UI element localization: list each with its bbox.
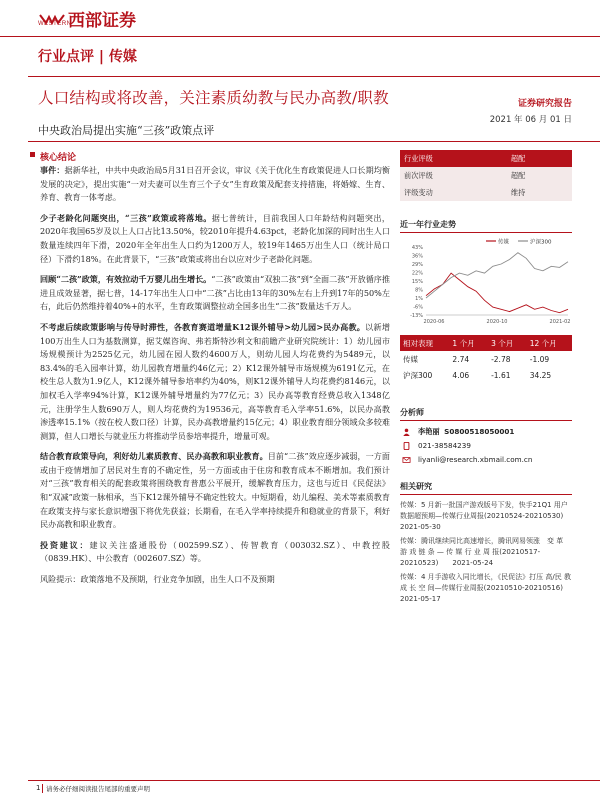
paragraph-investment: [40, 539, 390, 566]
sidebar: [400, 150, 578, 608]
related-list: [400, 500, 578, 605]
performance-row: [400, 367, 572, 383]
rating-value: 超配: [507, 167, 572, 184]
performance-cell: -2.78: [491, 354, 511, 364]
performance-cell: -1.09: [529, 354, 550, 364]
performance-table: [400, 335, 572, 383]
performance-cell: 34.25: [529, 370, 552, 380]
paragraph-event: [40, 164, 390, 205]
analyst-name-row: [400, 425, 572, 439]
legend-csi300: 沪深300: [530, 239, 552, 246]
performance-cell: 4.06: [452, 370, 470, 380]
related-item[interactable]: 传媒：腾讯继续同比高速增长，腾讯网易领涨 变 革 游 戏 链 条 — 传 媒 行 业 周 报(20210517-20210523) 2021-05-24: [400, 537, 564, 567]
paragraph-aging: [40, 212, 390, 266]
y-tick-label: 43%: [411, 245, 423, 251]
page-number: 1: [36, 784, 41, 792]
phone-icon: [402, 442, 411, 450]
trend-chart: [400, 235, 572, 325]
header-divider: [0, 36, 600, 37]
paragraph-text: 据七普统计，目前我国人口年龄结构问题突出，2020年我国65岁及以上人口占比13.50%，较2010年提升4.63pct，老龄化加深的同时出生人口数量连续四年下滑，2020年全年出生人口约为1200万人，较19年1465万出生人口（统计局口径）下滑约18%。在此背景下，“三孩”政策或将出台以应对少子老龄化问题。: [40, 212, 390, 264]
y-tick-label: 1%: [415, 296, 423, 302]
analyst-id: S0800518050001: [444, 427, 515, 436]
paragraph-lead: 回顾“二孩”政策，有效拉动千万婴儿出生增长。: [40, 274, 212, 285]
rating-row: [400, 150, 572, 167]
y-tick-label: 36%: [411, 253, 423, 260]
rating-row: [400, 167, 572, 184]
analyst-email-row: [400, 453, 572, 467]
series-line-media: [426, 273, 568, 313]
series-group: [426, 253, 568, 313]
analyst-name: 李艳丽: [418, 427, 440, 436]
paragraph-text: 据新华社，中共中央政治局5月31日召开会议，审议《关于优化生育政策促进人口长期均衡发展的决定》，提出实施“一对夫妻可以生育三个子女”生育政策及配套支持措施，将婚嫁、生育、养育、教育一体考虑。: [40, 165, 390, 203]
footer-separator: [42, 784, 43, 793]
report-subtitle: 中央政治局提出实施“三孩”政策点评: [38, 124, 215, 137]
rating-label: 行业评级: [400, 150, 507, 167]
logo-chinese: 西部证券: [68, 11, 136, 31]
paragraph-estimate: [40, 321, 390, 443]
analyst-phone: 021-38584239: [418, 441, 471, 450]
trend-heading: 近一年行业走势: [400, 220, 456, 229]
key-conclusion-heading: 核心结论: [40, 153, 77, 163]
performance-cell: 2.74: [452, 354, 470, 364]
paragraph-lead: 少子老龄化问题突出，“三孩”政策或将落地。: [40, 212, 212, 223]
paragraph-two-child: [40, 273, 390, 314]
series-line-csi300: [426, 253, 568, 298]
rating-label: 前次评级: [400, 167, 507, 184]
performance-header-cell: 1 个月: [449, 335, 488, 351]
performance-header-cell: 3 个月: [488, 335, 527, 351]
footer-disclaimer: 请务必仔细阅读报告尾部的重要声明: [46, 785, 150, 793]
footer-divider: [28, 780, 600, 781]
report-type: 证券研究报告: [517, 99, 572, 109]
logo-english: WESTERN: [38, 21, 72, 27]
rating-value: 超配: [507, 150, 572, 167]
y-tick-label: -6%: [413, 304, 423, 311]
person-icon: [402, 428, 411, 436]
performance-header-cell: 12 个月: [527, 335, 572, 351]
performance-row: [400, 351, 572, 367]
performance-header: [400, 335, 572, 351]
report-title: 人口结构或将改善，关注素质幼教与民办高教/职教: [38, 89, 389, 107]
performance-cell: 沪深300: [403, 370, 433, 380]
related-divider: [400, 494, 572, 495]
x-axis: [424, 319, 571, 325]
title-divider: [28, 76, 600, 77]
analyst-divider: [400, 420, 572, 421]
x-tick-label: 2020-10: [486, 319, 508, 325]
related-item[interactable]: 传媒：5 月新一批国产游戏版号下发，快手21Q1 用户数据超预期—传媒行业周报(20210524-20210530) 2021-05-30: [400, 501, 578, 531]
legend-media: 传媒: [498, 239, 510, 246]
x-tick-label: 2021-02: [549, 319, 571, 325]
performance-cell: -1.61: [491, 370, 511, 380]
paragraph-text: 以新增100万出生人口为基数测算，据艾媒咨询、弗若斯特沙利文和前瞻产业研究院统计：1）幼儿园市场规模预计为2525亿元，幼儿园在园人数约4600万人，则幼儿园人均花费约为5489元，以83.4%的毛入园率计算，幼儿园教育增量约46亿元；2）K12课外辅导市场规模为6191亿元，在校生总人数为1.9亿人，K12课外辅导参培率约为40%，则K12课外辅导人均花费约8146元，以加权毛入学率94%计算，K12课外辅导增量约为77亿元；3）民办高等教育经费总收入1348亿元，注册学生人数690万人，则人均花费约为19536元，高等教育毛入学率51.6%，以民办高教渗透率15.1%（按在校人数口径）计算，民办高教增量约15亿元；4）职业教育细分领域众多较难测算，但人口增长与就业压力将推动学员参培率提升，增量可观。: [40, 321, 390, 441]
performance-cell: 传媒: [403, 354, 418, 364]
rating-row: [400, 184, 572, 201]
mail-icon: [402, 456, 411, 464]
trend-divider: [400, 232, 572, 233]
y-tick-label: -13%: [410, 313, 423, 319]
paragraph-text: 风险提示：政策落地不及预期，行业竞争加剧，出生人口不及预期: [40, 574, 275, 585]
analyst-heading: 分析师: [400, 408, 424, 417]
paragraph-policy: [40, 450, 390, 532]
subtitle-divider: [28, 141, 600, 142]
paragraph-text: 目前“二孩”效应逐步减弱，一方面或由于疫情增加了居民对生育的不确定性，另一方面或由于住房和教育成本不断增加。我们预计对“三孩”教育相关的配套政策将围绕教育普惠公平展开，缓解教育压力，这也与近日《民促法》和“双减”政策一脉相承，当下K12课外辅导不确定性较大。中短期看，幼儿编程、美术等素质教育在政策支持与家长意识增强下将优先获益；长期看，在毛入学率持续提升和稳就业的背景下，利好民办高教和职业教育。: [40, 451, 390, 530]
paragraph-lead: 事件：: [40, 165, 65, 175]
paragraph-text: “二孩”政策由“双独二孩”到“全面二孩”开放循序推进且成效显著，据七普，14-17年出生人口中“二孩”占比由13年的30%左右上升到17年的50%左右，此后仍然维持着40%+的水平，生育政策调整拉动全国多出生“二孩”数量达千万人。: [40, 274, 390, 312]
rating-value: 维持: [507, 184, 572, 201]
report-section: 行业点评 | 传媒: [38, 49, 137, 65]
paragraph-lead: 不考虑后续政策影响与传导时滞性，各教育赛道增量K12课外辅导>幼儿园>民办高教。: [40, 321, 366, 332]
report-date: 2021 年 06 月 01 日: [489, 115, 572, 125]
x-tick-label: 2020-06: [423, 319, 445, 325]
chart-legend: [486, 238, 552, 246]
y-tick-label: 15%: [411, 279, 423, 285]
related-heading: 相关研究: [400, 482, 432, 491]
rating-label: 评级变动: [400, 184, 507, 201]
related-item[interactable]: 传媒：4 月手游收入同比增长，《民促法》打压 高/民 教 成 长 空 间—传媒行业周报(20210510-20210516) 2021-05-17: [400, 573, 577, 603]
paragraph-lead: 投资建议：: [40, 539, 90, 550]
y-tick-label: 22%: [411, 270, 423, 277]
paragraph-lead: 结合教育政策导向，利好幼儿素质教育、民办高教和职业教育。: [40, 451, 268, 462]
paragraph-text: 建议关注盛通股份（002599.SZ）、传智教育（003032.SZ）、中教控股（0839.HK）、中公教育（002607.SZ）等。: [40, 539, 390, 564]
y-tick-label: 8%: [415, 287, 423, 294]
y-tick-label: 29%: [411, 262, 423, 268]
main-body: [40, 164, 390, 594]
performance-header-cell: 相对表现: [400, 335, 449, 351]
bullet-icon: [30, 152, 35, 157]
analyst-phone-row: [400, 439, 572, 453]
paragraph-risk: [40, 573, 390, 587]
analyst-email[interactable]: liyanli@research.xbmail.com.cn: [418, 455, 533, 464]
rating-table: [400, 150, 572, 201]
